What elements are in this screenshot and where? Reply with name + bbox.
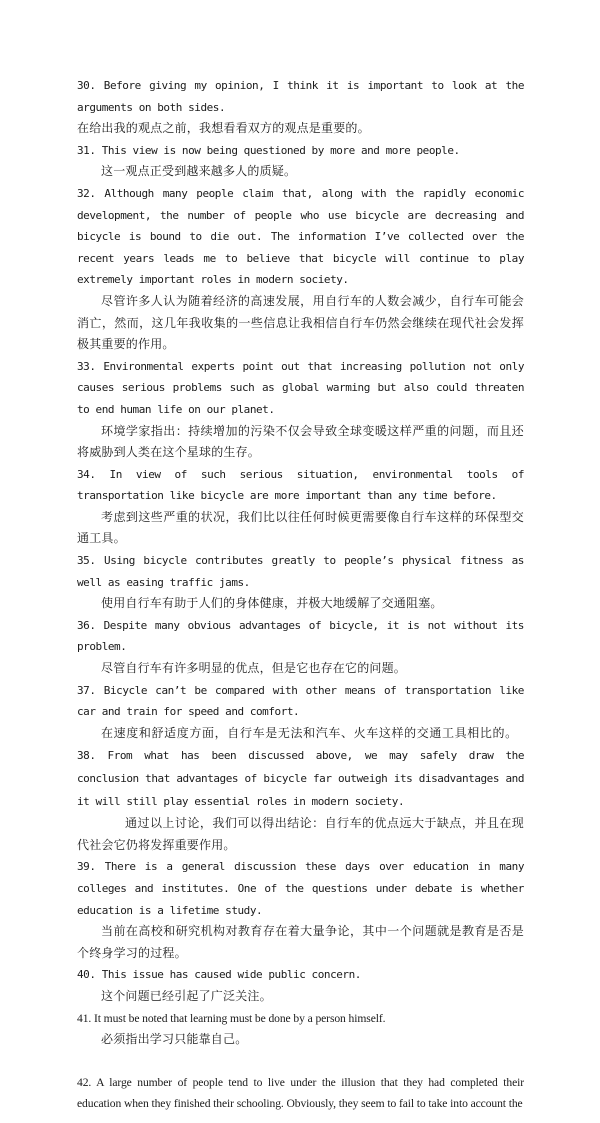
item-39-english: 39. There is a general discussion these days over education in many colleges and institutes. One of the questions under debate is whether education is a lifetime study. [77, 860, 524, 917]
item-37-chinese: 在速度和舒适度方面，自行车是无法和汽车、火车这样的交通工具相比的。 [101, 725, 518, 740]
item-35-chinese: 使用自行车有助于人们的身体健康，并极大地缓解了交通阻塞。 [101, 596, 443, 611]
item-30-chinese: 在给出我的观点之前，我想看看双方的观点是重要的。 [77, 121, 370, 136]
item-36-english: 36. Despite many obvious advantages of bicycle, it is not without its problem. [77, 618, 524, 654]
item-31-chinese: 这一观点正受到越来越多人的质疑。 [101, 164, 297, 179]
item-41-english: 41. It must be noted that learning must be done by a person himself. [77, 1011, 386, 1025]
paragraph-gap [77, 1051, 524, 1072]
item-40-english: 40. This issue has caused wide public concern. [77, 968, 361, 982]
item-33-chinese: 环境学家指出：持续增加的污染不仅会导致全球变暖这样严重的问题，而且还将威胁到人类在这个星球的生存。 [77, 423, 524, 460]
item-37-38-paragraph [77, 723, 524, 813]
item-33-english: 33. Environmental experts point out that increasing pollution not only causes serious problems such as global warming but also could threaten to end human life on our planet. [77, 359, 524, 416]
item-35-english: 35. Using bicycle contributes greatly to people’s physical fitness as well as easing traffic jams. [77, 554, 524, 589]
item-32-english: 32. Although many people claim that, along with the rapidly economic development, the number of people who use bicycle are decreasing and bicycle is bound to die out. The information I’ve collected over the recent years leads me to believe that bicycle will continue to play extremely important roles in modern society. [77, 186, 524, 287]
item-39-chinese: 当前在高校和研究机构对教育存在着大量争论，其中一个问题就是教育是否是个终身学习的过程。 [77, 924, 524, 960]
item-36-chinese: 尽管自行车有许多明显的优点，但是它也存在它的问题。 [101, 661, 407, 676]
item-32-chinese: 尽管许多人认为随着经济的高速发展，用自行车的人数会减少，自行车可能会消亡，然而，这几年我收集的一些信息让我相信自行车仍然会继续在现代社会发挥极其重要的作用。 [77, 293, 524, 352]
item-38-english: 38. From what has been discussed above, we may safely draw the conclusion that advantages of bicycle far outweigh its disadvantages and it will still play essential roles in modern society. [77, 749, 524, 808]
item-34-english: 34. In view of such serious situation, environmental tools of transportation like bicycle are more important than any time before. [77, 467, 524, 503]
item-38-chinese: 通过以上讨论，我们可以得出结论：自行车的优点远大于缺点，并且在现代社会它仍将发挥重要作用。 [77, 816, 524, 852]
item-41-chinese: 必须指出学习只能靠自己。 [101, 1032, 248, 1047]
item-34-chinese: 考虑到这些严重的状况，我们比以往任何时候更需要像自行车这样的环保型交通工具。 [77, 509, 524, 546]
item-42-english: 42. A large number of people tend to live under the illusion that they had completed their education when they finished their schooling. Obviously, they seem to fail to take into account the [77, 1075, 524, 1111]
document-body [77, 75, 524, 1115]
item-30-english: 30. Before giving my opinion, I think it is important to look at the arguments on both sides. [77, 79, 524, 114]
item-37-english: 37. Bicycle can’t be compared with other means of transportation like car and train for speed and comfort. [77, 683, 524, 719]
item-31-english: 31. This view is now being questioned by more and more people. [77, 143, 460, 157]
item-40-chinese: 这个问题已经引起了广泛关注。 [101, 988, 272, 1003]
